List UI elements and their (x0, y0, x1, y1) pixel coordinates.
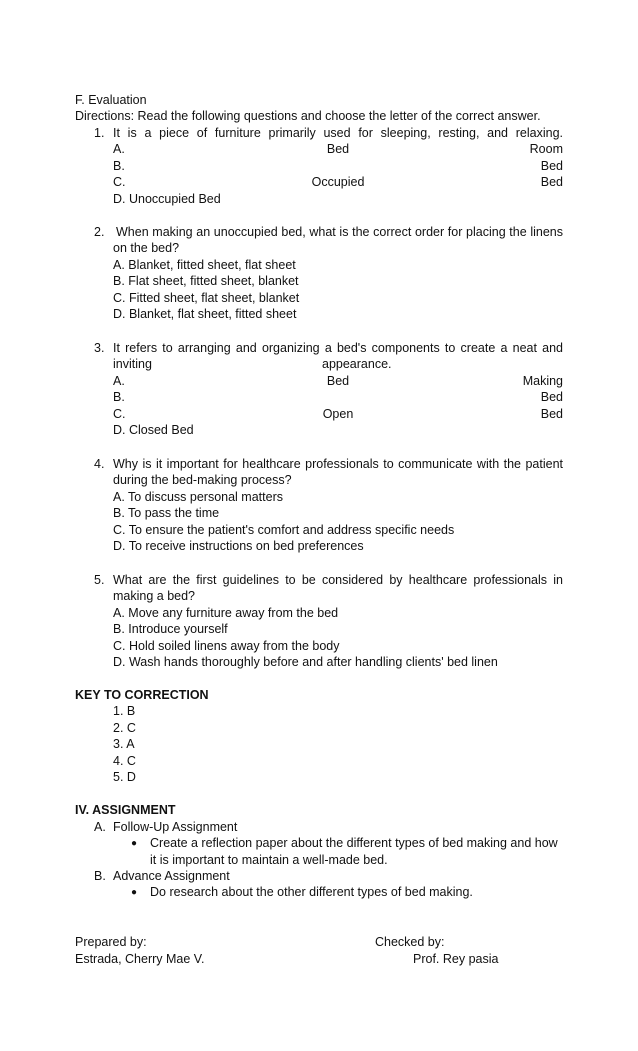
option-d: D. To receive instructions on bed preferences (113, 539, 364, 553)
prepared-label: Prepared by: (75, 935, 147, 949)
option-row (113, 373, 563, 390)
question-stem-cont: inviting (113, 357, 152, 371)
option-text-middle: Occupied (311, 175, 365, 189)
option-letter: C. (113, 175, 126, 189)
key-answer: 4. C (113, 754, 136, 768)
option-c: C. To ensure the patient's comfort and address specific needs (113, 523, 455, 537)
question-stem: What are the first guidelines to be considered by healthcare professionals in (113, 573, 563, 587)
option-b: B. Introduce yourself (113, 622, 228, 636)
option-d: D. Unoccupied Bed (113, 192, 221, 206)
option-text-right: Bed (540, 390, 563, 404)
question-stem-cont: appearance. (322, 357, 392, 371)
assignment-a-text: Create a reflection paper about the different types of bed making and how (150, 836, 558, 850)
assignment-title: IV. ASSIGNMENT (75, 803, 176, 817)
option-d: D. Blanket, flat sheet, fitted sheet (113, 307, 297, 321)
assignment-b-text: Do research about the other different types of bed making. (150, 885, 473, 899)
option-text-right: Bed (540, 159, 563, 173)
question-number: 2. (94, 225, 105, 239)
checked-label: Checked by: (375, 935, 445, 949)
question-number: 1. (94, 126, 105, 140)
option-text-right: Bed (540, 407, 563, 421)
option-text-right: Room (529, 142, 563, 156)
question-stem: It refers to arranging and organizing a bed's components to create a neat and (113, 341, 563, 355)
section-title: F. Evaluation (75, 93, 147, 107)
option-d: D. Wash hands thoroughly before and after handling clients' bed linen (113, 655, 498, 669)
question-number: 4. (94, 457, 105, 471)
option-letter: A. (113, 142, 125, 156)
option-text-right: Making (522, 374, 563, 388)
option-c: C. Fitted sheet, flat sheet, blanket (113, 291, 300, 305)
question-stem: It is a piece of furniture primarily used for sleeping, resting, and relaxing. (113, 126, 563, 140)
question-stem: Why is it important for healthcare professionals to communicate with the patient (113, 457, 563, 471)
assignment-a-text-cont: it is important to maintain a well-made bed. (150, 853, 388, 867)
option-c: C. Hold soiled linens away from the body (113, 639, 340, 653)
option-text-middle: Bed (326, 142, 350, 156)
option-a: A. Move any furniture away from the bed (113, 606, 339, 620)
option-row (113, 158, 563, 175)
option-letter: B. (113, 159, 125, 173)
question-stem-cont: making a bed? (113, 589, 196, 603)
option-text-middle: Bed (326, 374, 350, 388)
option-row (113, 174, 563, 191)
question-number: 5. (94, 573, 105, 587)
key-title: KEY TO CORRECTION (75, 688, 209, 702)
assignment-b-label: B. (94, 869, 106, 883)
checked-name: Prof. Rey pasia (413, 952, 499, 966)
option-text-right: Bed (540, 175, 563, 189)
option-letter: B. (113, 390, 125, 404)
option-a: A. Blanket, fitted sheet, flat sheet (113, 258, 296, 272)
option-text-middle: Open (322, 407, 354, 421)
option-b: B. To pass the time (113, 506, 220, 520)
option-row (113, 389, 563, 406)
key-answer: 2. C (113, 721, 136, 735)
option-letter: C. (113, 407, 126, 421)
key-answer: 1. B (113, 704, 136, 718)
assignment-a-label: A. (94, 820, 106, 834)
question-stem-cont: during the bed-making process? (113, 473, 292, 487)
prepared-name: Estrada, Cherry Mae V. (75, 952, 205, 966)
question-number: 3. (94, 341, 105, 355)
key-answer: 3. A (113, 737, 135, 751)
option-b: B. Flat sheet, fitted sheet, blanket (113, 274, 299, 288)
assignment-a-title: Follow-Up Assignment (113, 820, 238, 834)
option-d: D. Closed Bed (113, 423, 194, 437)
directions-text: Directions: Read the following questions and choose the letter of the correct answer. (75, 109, 541, 123)
question-stem: When making an unoccupied bed, what is the correct order for placing the linens (116, 225, 563, 239)
option-row (113, 141, 563, 158)
bullet-icon: ● (131, 838, 138, 849)
question-stem-cont: on the bed? (113, 241, 180, 255)
key-answer: 5. D (113, 770, 136, 784)
option-a: A. To discuss personal matters (113, 490, 283, 504)
option-row (113, 406, 563, 423)
assignment-b-title: Advance Assignment (113, 869, 230, 883)
option-letter: A. (113, 374, 125, 388)
bullet-icon: ● (131, 887, 138, 898)
